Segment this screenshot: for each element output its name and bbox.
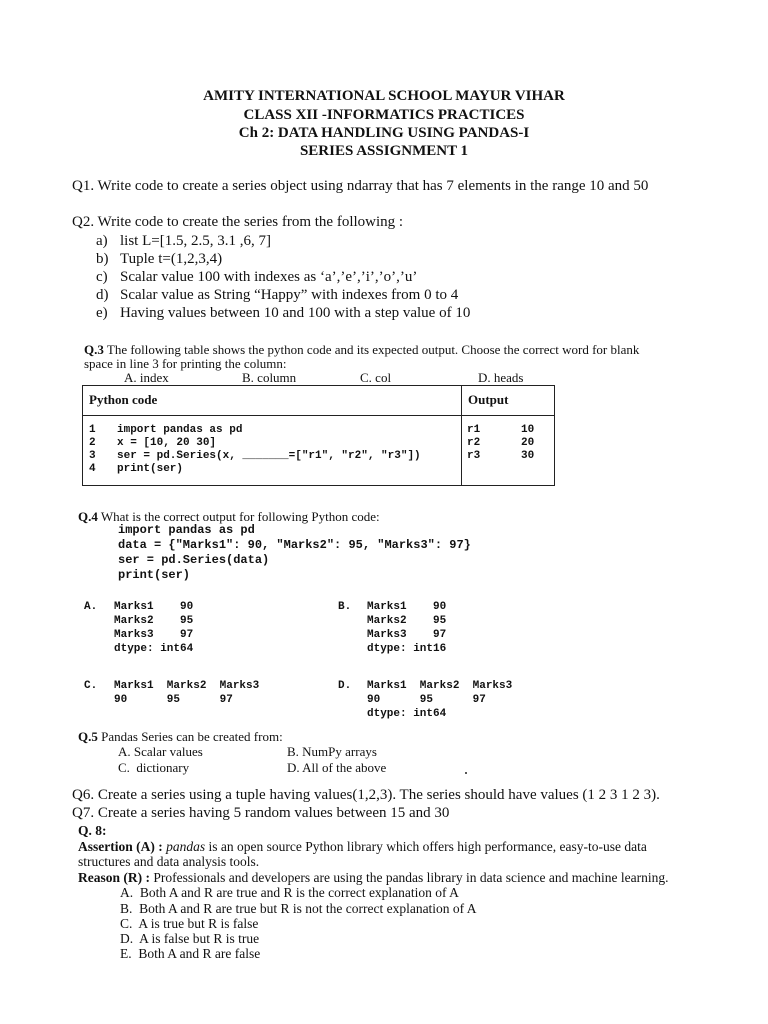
q3-code-line: ser = pd.Series(x, _______=["r1", "r2", "r3"]) — [117, 450, 421, 462]
q3-option-a: A. index — [124, 370, 169, 385]
question-8-label: Q. 8: — [78, 823, 107, 838]
stray-dot — [465, 772, 467, 774]
q4-option-a-label: A. — [84, 601, 98, 613]
chapter-title: Ch 2: DATA HANDLING USING PANDAS-I — [238, 125, 530, 141]
q3-line-number: 4 — [89, 463, 96, 475]
school-name: AMITY INTERNATIONAL SCHOOL MAYUR VIHAR — [203, 88, 565, 104]
q3-line-number: 1 — [89, 424, 96, 436]
question-5-label: Q.5 — [78, 729, 98, 744]
question-3-label: Q.3 — [84, 342, 104, 357]
q2-item-marker: d) — [96, 287, 109, 303]
q4-option-c-line: Marks1 Marks2 Marks3 — [114, 680, 260, 692]
q4-option-d-label: D. — [338, 680, 352, 692]
q3-option-d: D. heads — [478, 370, 524, 385]
q4-option-b-line: Marks3 97 — [367, 629, 447, 641]
q4-option-d-line: 90 95 97 — [367, 694, 486, 706]
q3-col-code-header: Python code — [89, 392, 158, 407]
q3-col-output-header: Output — [468, 392, 509, 407]
q8-assertion — [78, 839, 647, 855]
q4-option-a-line: dtype: int64 — [114, 643, 194, 655]
q4-code-line: ser = pd.Series(data) — [118, 553, 270, 567]
question-6: Q6. Create a series using a tuple having values(1,2,3). The series should have values (1 2 3 1 2 3). — [72, 787, 660, 803]
q8-option: D. A is false but R is true — [120, 931, 260, 946]
q4-option-a-line: Marks1 90 — [114, 601, 194, 613]
q2-item-text: Scalar value as String “Happy” with indexes from 0 to 4 — [120, 287, 459, 303]
q2-item-marker: b) — [96, 251, 109, 267]
q3-code-line: import pandas as pd — [117, 424, 243, 436]
q8-option: A. Both A and R are true and R is the correct explanation of A — [120, 885, 459, 900]
q4-option-b-label: B. — [338, 601, 352, 613]
q3-option-c: C. col — [360, 370, 392, 385]
q4-option-b-line: dtype: int16 — [367, 643, 447, 655]
q8-assertion-line2: structures and data analysis tools. — [78, 854, 260, 869]
q2-item-text: Tuple t=(1,2,3,4) — [120, 251, 223, 267]
question-2-stem: Q2. Write code to create the series from the following : — [72, 214, 404, 230]
q2-item-marker: e) — [96, 305, 108, 321]
q3-output-index: r3 — [467, 450, 481, 462]
q4-option-c-label: C. — [84, 680, 98, 692]
question-5-stem-text: Pandas Series can be created from: — [97, 729, 283, 744]
q4-code-line: data = {"Marks1": 90, "Marks2": 95, "Marks3": 97} — [118, 538, 471, 552]
q8-assertion-italic: pandas — [166, 839, 206, 854]
q5-option-a: A. Scalar values — [118, 744, 203, 759]
question-7: Q7. Create a series having 5 random values between 15 and 30 — [72, 805, 450, 821]
question-3-stem-line1: The following table shows the python code and its expected output. Choose the correct word for blank — [103, 342, 640, 357]
q3-code-line: print(ser) — [117, 463, 184, 475]
q8-reason-text: Professionals and developers are using the pandas library in data science and machine learning. — [150, 870, 669, 885]
q8-reason-label: Reason (R) : — [78, 870, 150, 885]
q3-line-number: 3 — [89, 450, 96, 462]
q3-line-number: 2 — [89, 437, 96, 449]
class-title: CLASS XII -INFORMATICS PRACTICES — [243, 107, 525, 123]
q8-reason — [78, 870, 668, 886]
q3-output-index: r2 — [467, 437, 481, 449]
question-1: Q1. Write code to create a series object using ndarray that has 7 elements in the range 10 and 50 — [72, 178, 649, 194]
q2-item-text: Having values between 10 and 100 with a step value of 10 — [120, 305, 471, 321]
q8-option: E. Both A and R are false — [120, 946, 261, 961]
q4-option-d-line: Marks1 Marks2 Marks3 — [367, 680, 513, 692]
q4-option-b-line: Marks1 90 — [367, 601, 447, 613]
q8-assertion-text: is an open source Python library which offers high performance, easy-to-use data — [205, 839, 647, 854]
q3-output-value: 30 — [521, 450, 535, 462]
q5-option-d: D. All of the above — [287, 760, 387, 775]
q3-output-value: 10 — [521, 424, 535, 436]
question-3-stem-line2: space in line 3 for printing the column: — [84, 356, 287, 371]
q3-option-b: B. column — [242, 370, 297, 385]
q2-item-marker: a) — [96, 233, 108, 249]
q2-item-marker: c) — [96, 269, 108, 285]
q3-code-table — [82, 385, 555, 486]
q2-item-text: Scalar value 100 with indexes as ‘a’,’e’,’i’,’o’,’u’ — [120, 269, 418, 285]
q8-option: C. A is true but R is false — [120, 916, 259, 931]
question-4-label: Q.4 — [78, 509, 98, 524]
q4-option-d-line: dtype: int64 — [367, 708, 447, 720]
q5-option-c: C. dictionary — [118, 760, 190, 775]
q4-option-c-line: 90 95 97 — [114, 694, 233, 706]
q8-option: B. Both A and R are true but R is not the correct explanation of A — [120, 901, 477, 916]
q8-assertion-label: Assertion (A) : — [78, 839, 163, 854]
question-4-stem-text: What is the correct output for following Python code: — [97, 509, 380, 524]
q2-item-text: list L=[1.5, 2.5, 3.1 ,6, 7] — [120, 233, 271, 249]
q5-option-b: B. NumPy arrays — [287, 744, 377, 759]
q3-output-index: r1 — [467, 424, 481, 436]
q3-output-value: 20 — [521, 437, 535, 449]
q4-code-line: import pandas as pd — [118, 523, 255, 537]
q4-option-a-line: Marks3 97 — [114, 629, 194, 641]
assignment-title: SERIES ASSIGNMENT 1 — [299, 143, 469, 159]
q3-code-line: x = [10, 20 30] — [117, 437, 217, 449]
q4-option-b-line: Marks2 95 — [367, 615, 447, 627]
q4-code-line: print(ser) — [118, 568, 191, 582]
question-5-stem — [78, 729, 283, 745]
q4-option-a-line: Marks2 95 — [114, 615, 194, 627]
